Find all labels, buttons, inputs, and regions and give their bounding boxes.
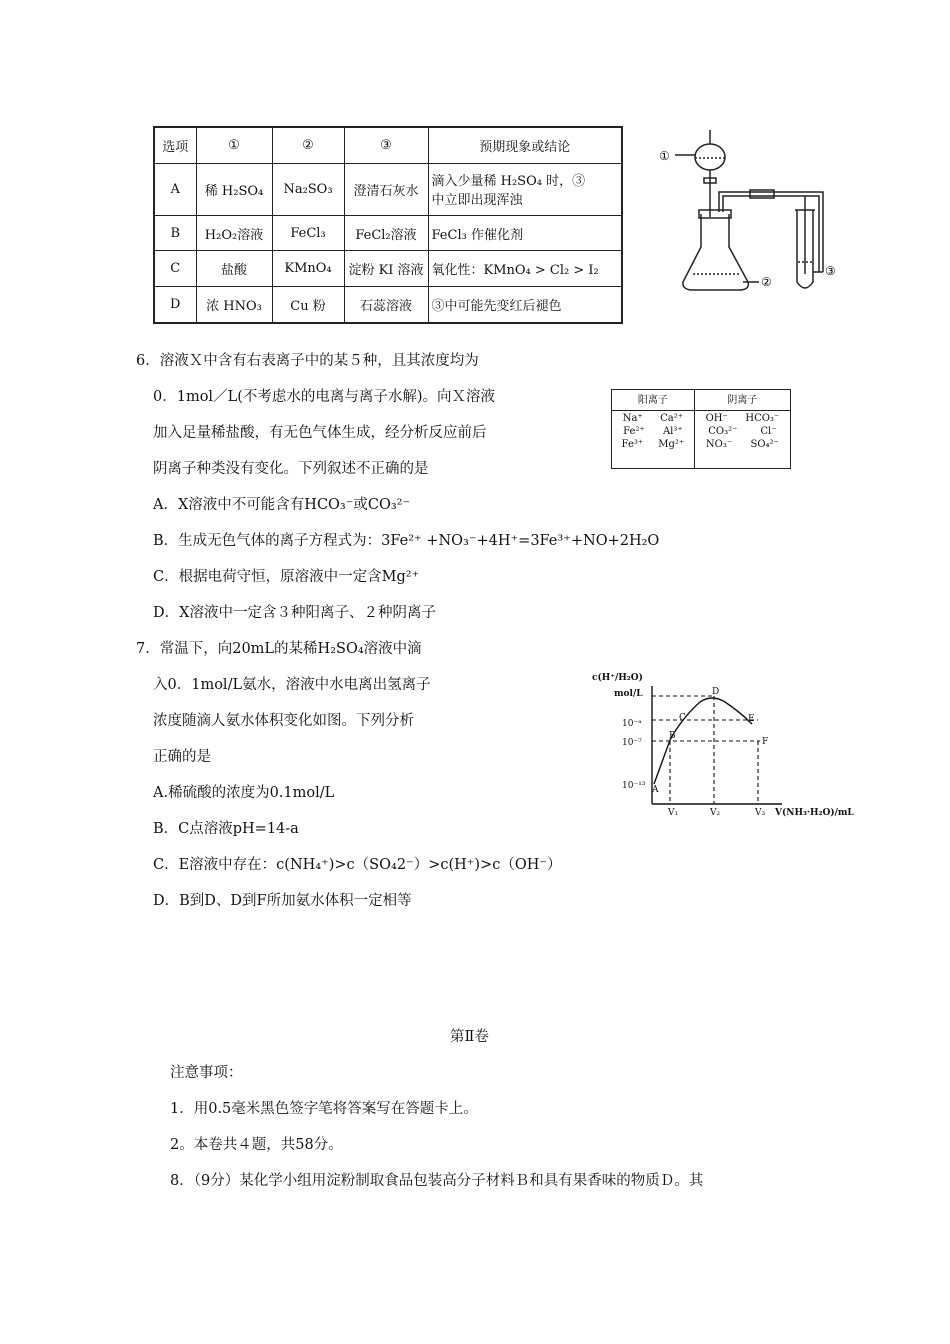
- table-header: 预期现象或结论: [428, 127, 622, 163]
- q6-stem-2: 0．1mol／L(不考虑水的电离与离子水解)。向Ｘ溶液: [153, 389, 496, 405]
- q6-stem-3: 加入足量稀盐酸，有无色气体生成，经分析反应前后: [153, 425, 487, 441]
- y-axis-label: c(H⁺/H₂O): [592, 673, 643, 683]
- q6-option-b: B．生成无色气体的离子方程式为：3Fe²⁺ +NO₃⁻+4H⁺=3Fe³⁺+NO+2H₂O: [153, 533, 660, 549]
- q6-stem-1: 6．溶液Ｘ中含有右表离子中的某５种，且其浓度均为: [136, 353, 479, 369]
- xtick-v2: V₂: [710, 808, 721, 818]
- cation-header: 阳离子: [612, 390, 695, 411]
- point-e: E: [748, 714, 755, 724]
- table-row: C 盐酸 KMnO₄ 淀粉 KI 溶液 氧化性：KMnO₄ > Cl₂ > I₂: [154, 251, 622, 287]
- q7-option-c: C．E溶液中存在：c(NH₄⁺)>c（SO₄2⁻）>c(H⁺)>c（OH⁻）: [153, 857, 562, 873]
- point-d: D: [712, 687, 720, 697]
- y-axis-unit: mol/L: [614, 689, 643, 699]
- point-b: B: [669, 731, 676, 741]
- ytick-13: 10⁻¹³: [622, 781, 646, 791]
- xtick-v1: V₁: [668, 808, 679, 818]
- table-row: A 稀 H₂SO₄ Na₂SO₃ 澄清石灰水 滴入少量稀 H₂SO₄ 时，③ 中立即出现浑浊: [154, 163, 622, 215]
- table-header: ①: [196, 127, 272, 163]
- q7-stem-4: 正确的是: [153, 749, 211, 765]
- x-axis-label: V(NH₃·H₂O)/mL: [775, 808, 854, 818]
- q7-option-d: D．B到D、D到F所加氨水体积一定相等: [153, 893, 412, 909]
- ytick-a: 10⁻ᵃ: [622, 719, 642, 729]
- apparatus-diagram: [655, 122, 855, 302]
- ytick-7: 10⁻⁷: [622, 738, 642, 748]
- q6-stem-4: 阴离子种类没有变化。下列叙述不正确的是: [153, 461, 429, 477]
- point-a: A: [652, 785, 659, 795]
- notice-item-2: 2。本卷共４题，共58分。: [170, 1137, 343, 1153]
- anion-header: 阴离子: [694, 390, 790, 411]
- notice-label: 注意事项：: [170, 1065, 243, 1081]
- table-row: D 浓 HNO₃ Cu 粉 石蕊溶液 ③中可能先变红后褪色: [154, 287, 622, 323]
- q6-option-d: D．X溶液中一定含３种阳离子、２种阴离子: [153, 605, 436, 621]
- point-f: F: [762, 737, 769, 747]
- q7-stem-1: 7．常温下，向20mL的某稀H₂SO₄溶液中滴: [136, 641, 422, 657]
- notice-item-1: 1．用0.5毫米黑色签字笔将答案写在答题卡上。: [170, 1101, 478, 1117]
- ion-table: 阳离子 阴离子 Na⁺ Ca²⁺ Fe²⁺ Al³⁺ Fe³⁺ Mg²⁺ OH⁻ HCO₃⁻ CO₃²⁻ Cl⁻ NO₃⁻ SO₄²⁻: [611, 389, 791, 469]
- section-title: 第Ⅱ卷: [450, 1029, 489, 1045]
- q7-option-a: A.稀硫酸的浓度为0.1mol/L: [153, 785, 335, 801]
- q8-stem: 8．（9分）某化学小组用淀粉制取食品包装高分子材料Ｂ和具有果香味的物质Ｄ。其: [170, 1173, 704, 1189]
- point-c: C: [679, 713, 686, 723]
- q6-option-c: C．根据电荷守恒，原溶液中一定含Mg²⁺: [153, 569, 420, 585]
- q7-stem-3: 浓度随滴人氨水体积变化如图。下列分析: [153, 713, 414, 729]
- table-header: ②: [272, 127, 344, 163]
- experiment-table: [153, 126, 623, 324]
- xtick-v3: V₃: [755, 808, 766, 818]
- table-header: ③: [344, 127, 428, 163]
- label-3: ③: [825, 264, 836, 278]
- ph-curve-chart: [590, 668, 865, 818]
- label-1: ①: [659, 149, 670, 163]
- table-row: B H₂O₂溶液 FeCl₃ FeCl₂溶液 FeCl₃ 作催化剂: [154, 215, 622, 250]
- q7-stem-2: 入0．1mol/L氨水，溶液中水电离出氢离子: [153, 677, 431, 693]
- label-2: ②: [761, 275, 772, 289]
- q7-option-b: B．C点溶液pH=14-a: [153, 821, 299, 837]
- table-header: 选项: [154, 127, 196, 163]
- q6-option-a: A．X溶液中不可能含有HCO₃⁻或CO₃²⁻: [153, 497, 411, 513]
